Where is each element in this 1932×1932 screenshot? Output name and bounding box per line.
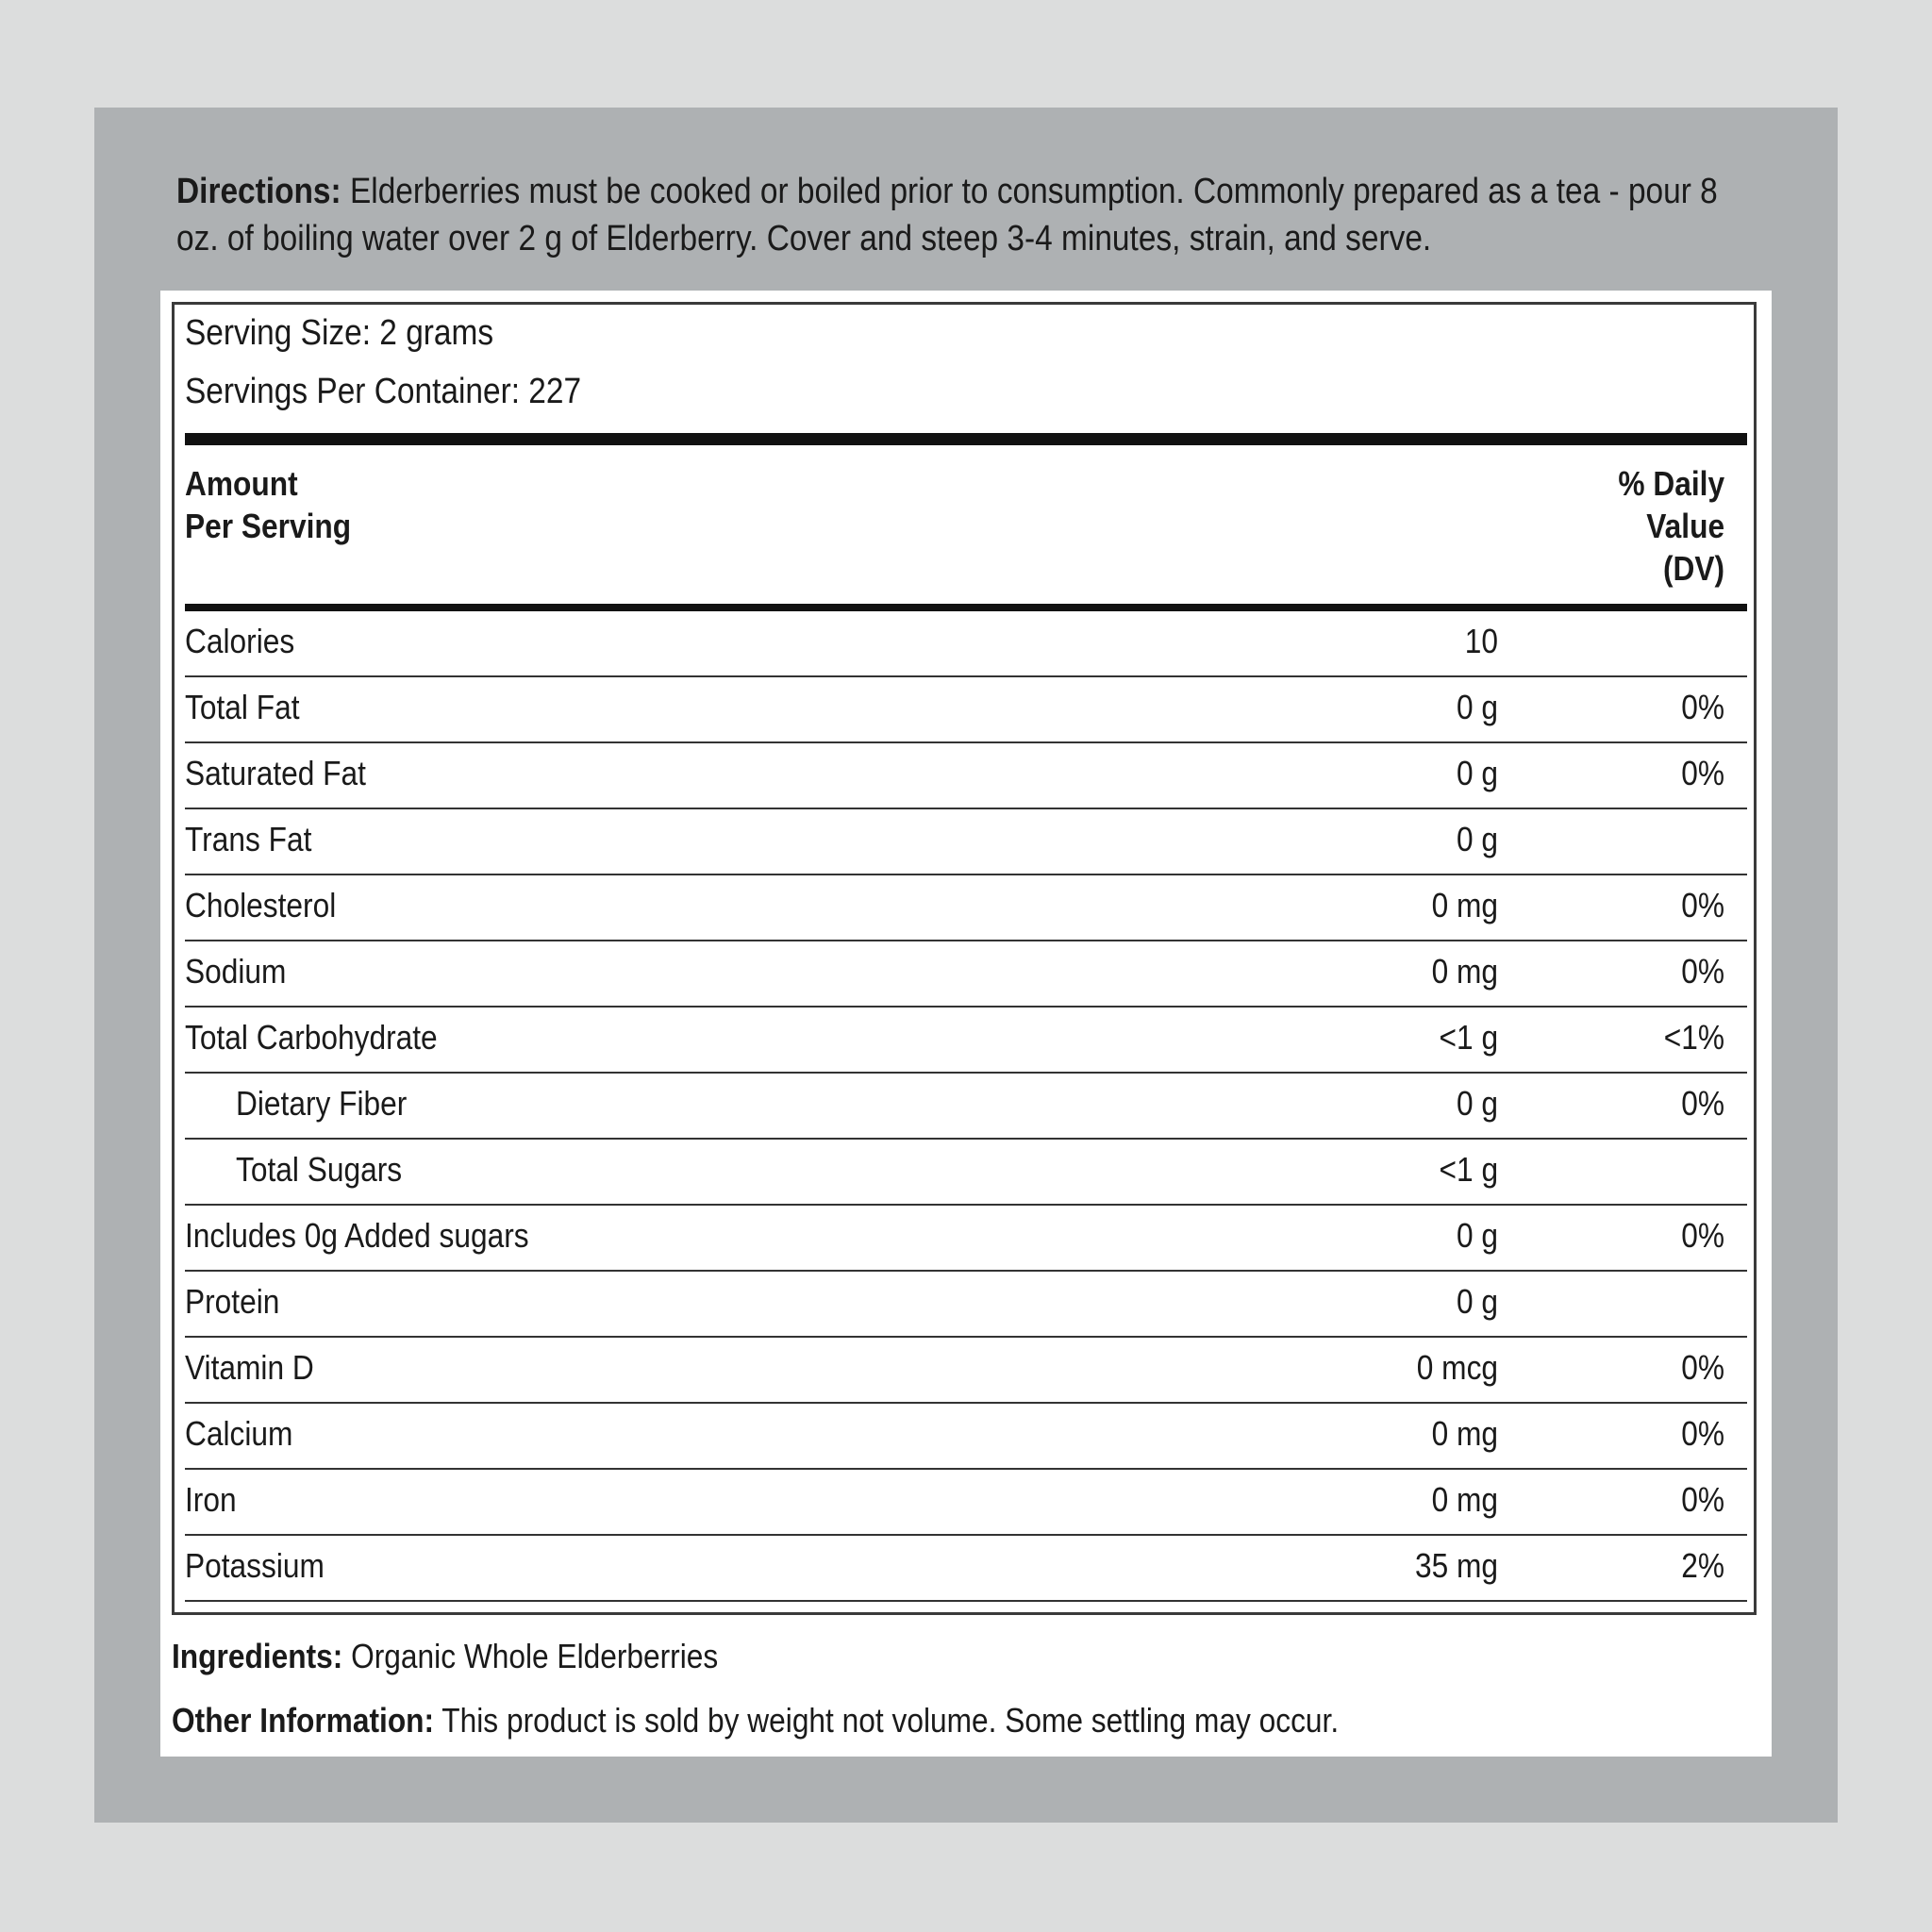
thick-divider-header (185, 604, 1747, 611)
other-information-text: This product is sold by weight not volume. Some settling may occur. (441, 1701, 1340, 1740)
nutrient-amount: 0 mg (1431, 886, 1498, 924)
nutrient-amount: 0 g (1456, 1084, 1498, 1123)
nutrient-name: Calcium (185, 1414, 293, 1453)
nutrient-amount: 0 g (1456, 688, 1498, 726)
nutrient-name: Total Fat (185, 688, 300, 726)
other-information-line (172, 1700, 1339, 1741)
nutrient-dv: 0% (1681, 688, 1724, 726)
servings-per-container: Servings Per Container: 227 (185, 372, 582, 411)
table-row (185, 1008, 1747, 1074)
dv-header-line2: Value (1646, 507, 1724, 545)
nutrient-amount: 0 mg (1431, 1414, 1498, 1453)
serving-size: Serving Size: 2 grams (185, 313, 494, 353)
nutrient-amount: 0 mg (1431, 952, 1498, 991)
directions-paragraph (176, 168, 1721, 262)
nutrient-name: Dietary Fiber (236, 1084, 408, 1123)
nutrient-dv: 0% (1681, 886, 1724, 924)
table-row (185, 1338, 1747, 1404)
nutrient-dv: 0% (1681, 1084, 1724, 1123)
table-row (185, 1404, 1747, 1470)
directions-text: Elderberries must be cooked or boiled prior to consumption. Commonly prepared as a tea - pour 8 oz. of boiling water over 2 g of Elderberry. Cover and steep 3-4 minutes, strain, and serve. (176, 172, 1718, 258)
amount-per-serving-header (185, 462, 351, 547)
nutrient-amount: 10 (1464, 622, 1498, 660)
table-row (185, 1536, 1747, 1602)
table-row (185, 809, 1747, 875)
table-row (185, 611, 1747, 677)
nutrient-name: Saturated Fat (185, 754, 366, 792)
dv-header-line3: (DV) (1662, 549, 1724, 588)
nutrient-name: Trans Fat (185, 820, 312, 858)
nutrient-name: Calories (185, 622, 295, 660)
table-row (185, 677, 1747, 743)
nutrient-name: Includes 0g Added sugars (185, 1216, 529, 1255)
table-row (185, 1272, 1747, 1338)
nutrient-dv: 0% (1681, 1348, 1724, 1387)
nutrient-dv: 0% (1681, 1216, 1724, 1255)
nutrient-dv: 0% (1681, 1480, 1724, 1519)
dv-header-line1: % Daily (1618, 464, 1724, 503)
ingredients-text: Organic Whole Elderberries (351, 1637, 719, 1675)
nutrient-amount: 0 mcg (1416, 1348, 1498, 1387)
ingredients-label: Ingredients: (172, 1637, 343, 1675)
directions-label: Directions: (176, 172, 341, 211)
table-row (185, 1140, 1747, 1206)
nutrient-amount: 0 g (1456, 1216, 1498, 1255)
table-row (185, 1206, 1747, 1272)
nutrient-amount: 0 g (1456, 1282, 1498, 1321)
nutrient-name: Iron (185, 1480, 237, 1519)
nutrient-amount: <1 g (1439, 1150, 1498, 1189)
daily-value-header (1618, 462, 1724, 590)
nutrient-name: Protein (185, 1282, 280, 1321)
table-row (185, 941, 1747, 1008)
nutrient-name: Vitamin D (185, 1348, 314, 1387)
nutrient-amount: 35 mg (1414, 1546, 1498, 1585)
nutrient-table (185, 611, 1747, 1602)
amount-header-line1: Amount (185, 464, 298, 503)
amount-header-line2: Per Serving (185, 507, 352, 545)
table-row (185, 1470, 1747, 1536)
nutrient-name: Total Sugars (236, 1150, 403, 1189)
nutrient-amount: 0 g (1456, 820, 1498, 858)
nutrient-name: Cholesterol (185, 886, 337, 924)
nutrient-dv: <1% (1663, 1018, 1724, 1057)
nutrient-name: Sodium (185, 952, 287, 991)
nutrient-dv: 0% (1681, 754, 1724, 792)
nutrient-dv: 0% (1681, 952, 1724, 991)
nutrient-amount: 0 g (1456, 754, 1498, 792)
nutrient-name: Total Carbohydrate (185, 1018, 438, 1057)
other-information-label: Other Information: (172, 1701, 435, 1740)
nutrient-dv: 2% (1681, 1546, 1724, 1585)
thick-divider-top (185, 433, 1747, 445)
table-row (185, 1074, 1747, 1140)
table-row (185, 875, 1747, 941)
table-row (185, 743, 1747, 809)
nutrient-dv: 0% (1681, 1414, 1724, 1453)
ingredients-line (172, 1636, 718, 1677)
nutrient-name: Potassium (185, 1546, 325, 1585)
nutrient-amount: <1 g (1439, 1018, 1498, 1057)
nutrient-amount: 0 mg (1431, 1480, 1498, 1519)
